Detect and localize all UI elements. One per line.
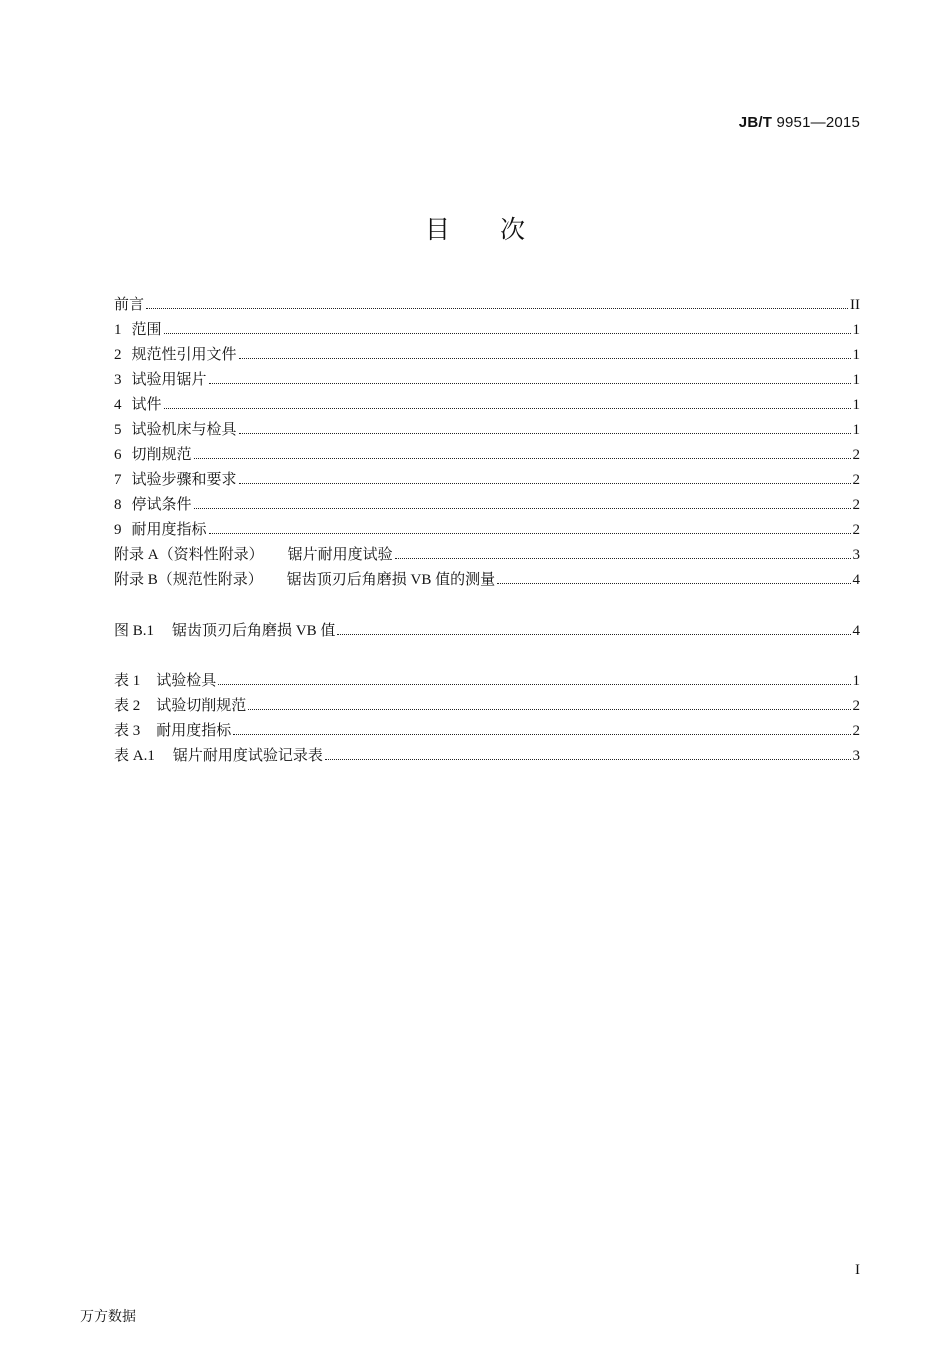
toc-entry-section[interactable] (114, 467, 860, 489)
toc-entry-number: 1 (114, 322, 122, 338)
toc-entry-label: 规范性引用文件 (131, 347, 237, 363)
toc-annex-label: 附录 A（资料性附录） (114, 547, 264, 563)
toc-entry-page: 1 (852, 322, 860, 338)
toc-entry-section[interactable] (114, 367, 860, 389)
toc-leader-dots (233, 733, 850, 735)
toc-entry-page: 1 (852, 397, 860, 413)
toc-entry-number: 3 (114, 372, 122, 388)
toc-leader-dots (209, 382, 851, 384)
standard-code-number: 9951—2015 (772, 114, 860, 131)
toc-entry-label: 试验检具 (156, 673, 217, 689)
toc-table-number: 表 A.1 (114, 748, 155, 764)
toc-leader-dots (209, 532, 851, 534)
toc-entry-page: 1 (852, 372, 860, 388)
toc-entry-section[interactable] (114, 392, 860, 414)
toc-entry-section[interactable] (114, 517, 860, 539)
toc-entry-table[interactable] (114, 668, 860, 690)
toc-entry-label: 范围 (131, 322, 162, 338)
toc-leader-dots (337, 633, 850, 635)
toc-entry-page: 3 (852, 547, 860, 563)
footer-source: 万方数据 (80, 1309, 136, 1325)
toc-entry-page: II (850, 297, 860, 313)
toc-leader-dots (395, 557, 851, 559)
toc-table-number: 表 2 (114, 698, 141, 714)
toc-entry-label: 锯片耐用度试验记录表 (172, 748, 323, 764)
toc-entry-number: 9 (114, 522, 122, 538)
toc-table-number: 表 1 (114, 673, 141, 689)
toc-leader-dots (194, 457, 851, 459)
toc-entry-section[interactable] (114, 492, 860, 514)
toc-entry-label: 停试条件 (131, 497, 192, 513)
toc-entry-page: 1 (852, 347, 860, 363)
page-title (0, 210, 950, 246)
toc-entry-table[interactable] (114, 693, 860, 715)
toc-table-number: 表 3 (114, 723, 141, 739)
toc-annex-title: 锯片耐用度试验 (287, 547, 393, 563)
toc-entry-page: 2 (852, 497, 860, 513)
toc-entry-section[interactable] (114, 442, 860, 464)
toc-leader-dots (239, 432, 851, 434)
toc-annex-label: 附录 B（规范性附录） (114, 572, 263, 588)
toc-entry-label: 试验机床与检具 (131, 422, 237, 438)
toc-entry-annex[interactable] (114, 542, 860, 564)
toc-entry-label: 耐用度指标 (156, 723, 232, 739)
toc-entry-page: 2 (852, 723, 860, 739)
toc-entry-page: 2 (852, 472, 860, 488)
toc-entry-number: 5 (114, 422, 122, 438)
toc-leader-dots (325, 758, 851, 760)
toc-leader-dots (239, 357, 851, 359)
toc-entry-foreword[interactable] (114, 292, 860, 314)
toc-entry-label: 试验切削规范 (156, 698, 247, 714)
toc-leader-dots (248, 708, 850, 710)
toc-entry-label: 锯齿顶刃后角磨损 VB 值 (172, 623, 336, 639)
toc-entry-number: 7 (114, 472, 122, 488)
toc-entry-page: 1 (852, 422, 860, 438)
toc-figure-number: 图 B.1 (114, 623, 155, 639)
standard-code-prefix: JB/T (738, 114, 773, 131)
toc-entry-section[interactable] (114, 342, 860, 364)
toc-entry-label: 试验用锯片 (131, 372, 207, 388)
toc-entry-number: 8 (114, 497, 122, 513)
toc-entry-number: 6 (114, 447, 122, 463)
standard-code (739, 114, 860, 131)
toc-entry-table[interactable] (114, 743, 860, 765)
toc-entry-table[interactable] (114, 718, 860, 740)
toc-entry-section[interactable] (114, 417, 860, 439)
toc-leader-dots (239, 482, 851, 484)
toc-entry-figure[interactable] (114, 618, 860, 640)
toc-entry-section[interactable] (114, 317, 860, 339)
toc-entry-page: 4 (852, 623, 860, 639)
toc-entry-number: 4 (114, 397, 122, 413)
toc-entry-label: 前言 (114, 297, 145, 313)
toc-leader-dots (146, 307, 848, 309)
page-title-char-2: 次 (500, 215, 526, 244)
toc-entry-label: 试件 (131, 397, 162, 413)
toc-leader-dots (164, 332, 851, 334)
toc-entry-page: 2 (852, 447, 860, 463)
page-title-char-1: 目 (424, 215, 450, 244)
toc-entry-page: 2 (852, 522, 860, 538)
toc-leader-dots (164, 407, 851, 409)
toc-annex-title: 锯齿顶刃后角磨损 VB 值的测量 (286, 572, 496, 588)
toc-entry-label: 切削规范 (131, 447, 192, 463)
toc-leader-dots (497, 582, 850, 584)
toc-entry-label: 试验步骤和要求 (131, 472, 237, 488)
toc-entry-page: 1 (852, 673, 860, 689)
toc-entry-page: 4 (852, 572, 860, 588)
toc-entry-page: 2 (852, 698, 860, 714)
toc-leader-dots (194, 507, 851, 509)
toc-leader-dots (218, 683, 850, 685)
toc-entry-number: 2 (114, 347, 122, 363)
toc-entry-page: 3 (852, 748, 860, 764)
toc-entry-annex[interactable] (114, 567, 860, 589)
page-number: I (855, 1262, 860, 1278)
toc-entry-label: 耐用度指标 (131, 522, 207, 538)
